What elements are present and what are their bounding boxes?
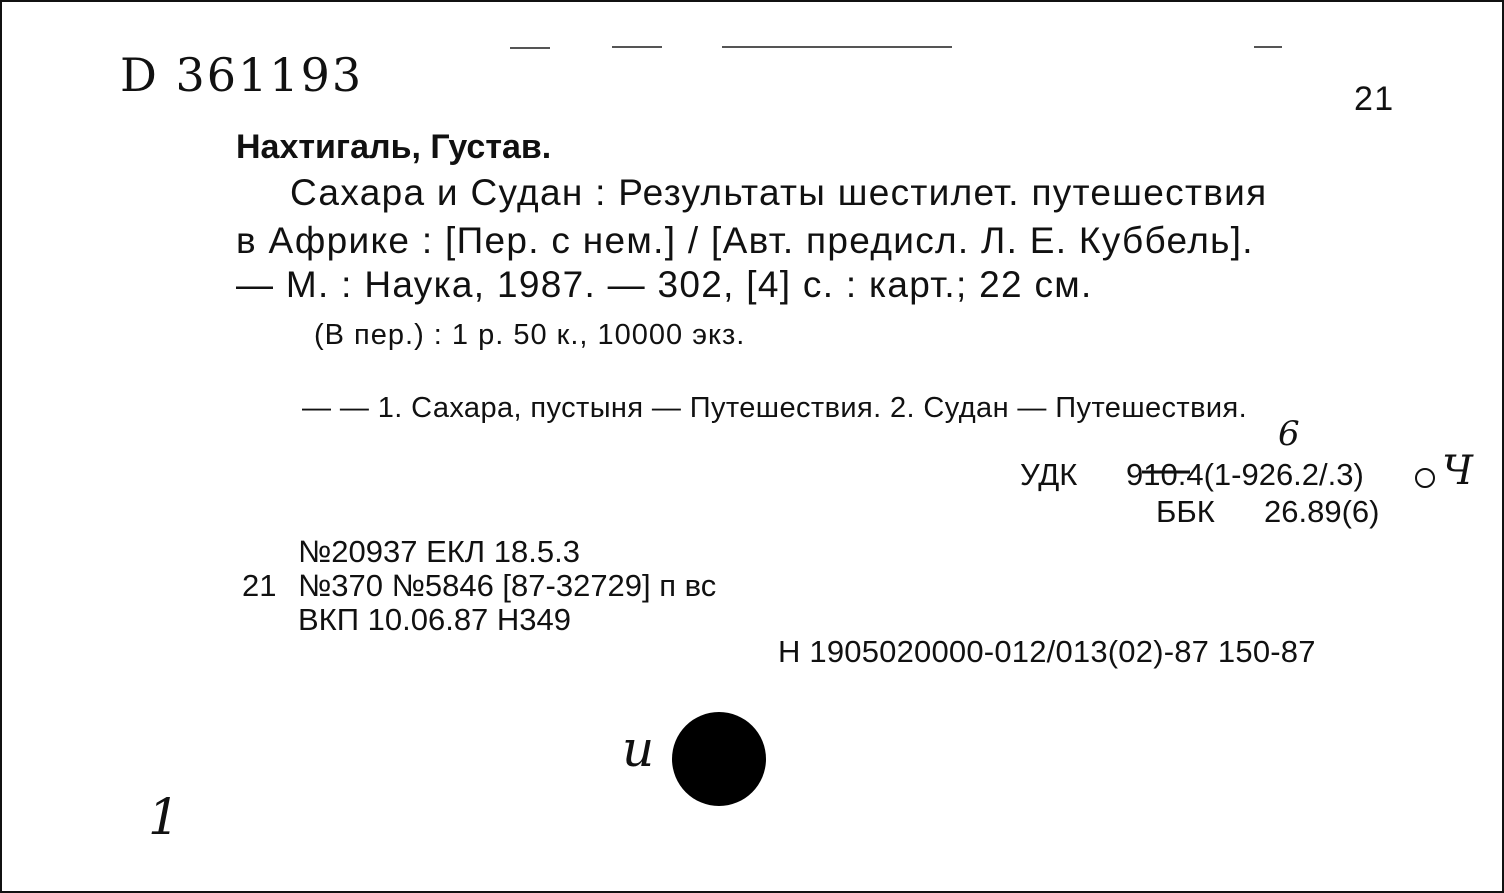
accession-number: D 361193 — [120, 48, 364, 102]
title-line-3: — М. : Наука, 1987. — 302, [4] с. : карт.; 22 см. — [236, 264, 1093, 305]
subject-headings: — — 1. Сахара, пустыня — Путешествия. 2. Судан — Путешествия. — [302, 392, 1248, 424]
catalog-line-3: ВКП 10.06.87 Н349 — [298, 602, 572, 637]
bbk-value: 26.89(6) — [1264, 494, 1380, 529]
title-line-1: Сахара и Судан : Результаты шестилет. путешествия — [290, 172, 1268, 213]
author-heading: Нахтигаль, Густав. — [236, 128, 552, 166]
price-line: (В пер.) : 1 р. 50 к., 10000 экз. — [314, 319, 746, 351]
handwritten-side-mark: Ч — [1442, 448, 1473, 494]
title-line-2: в Африке : [Пер. с нем.] / [Авт. предисл. Л. Е. Куббель]. — [236, 220, 1254, 261]
card-number: 21 — [1354, 80, 1395, 118]
bbk-label: ББК — [1156, 494, 1215, 529]
udk-value: 910.4(1-926.2/.3) — [1126, 457, 1364, 492]
udk-handwritten-correction: 6 — [1278, 414, 1300, 454]
udk-label: УДК — [1020, 457, 1078, 492]
index-line: Н 1905020000-012/013(02)-87 150-87 — [778, 634, 1316, 669]
catalog-line-1: №20937 ЕКЛ 18.5.3 — [298, 534, 580, 569]
catalog-line-2: №370 №5846 [87-32729] п вс — [298, 568, 717, 603]
catalog-prefix: 21 — [242, 568, 277, 603]
strike-marks — [2, 2, 1502, 891]
handwritten-corner-number: 1 — [148, 788, 180, 846]
handwritten-mark: и — [622, 720, 655, 778]
